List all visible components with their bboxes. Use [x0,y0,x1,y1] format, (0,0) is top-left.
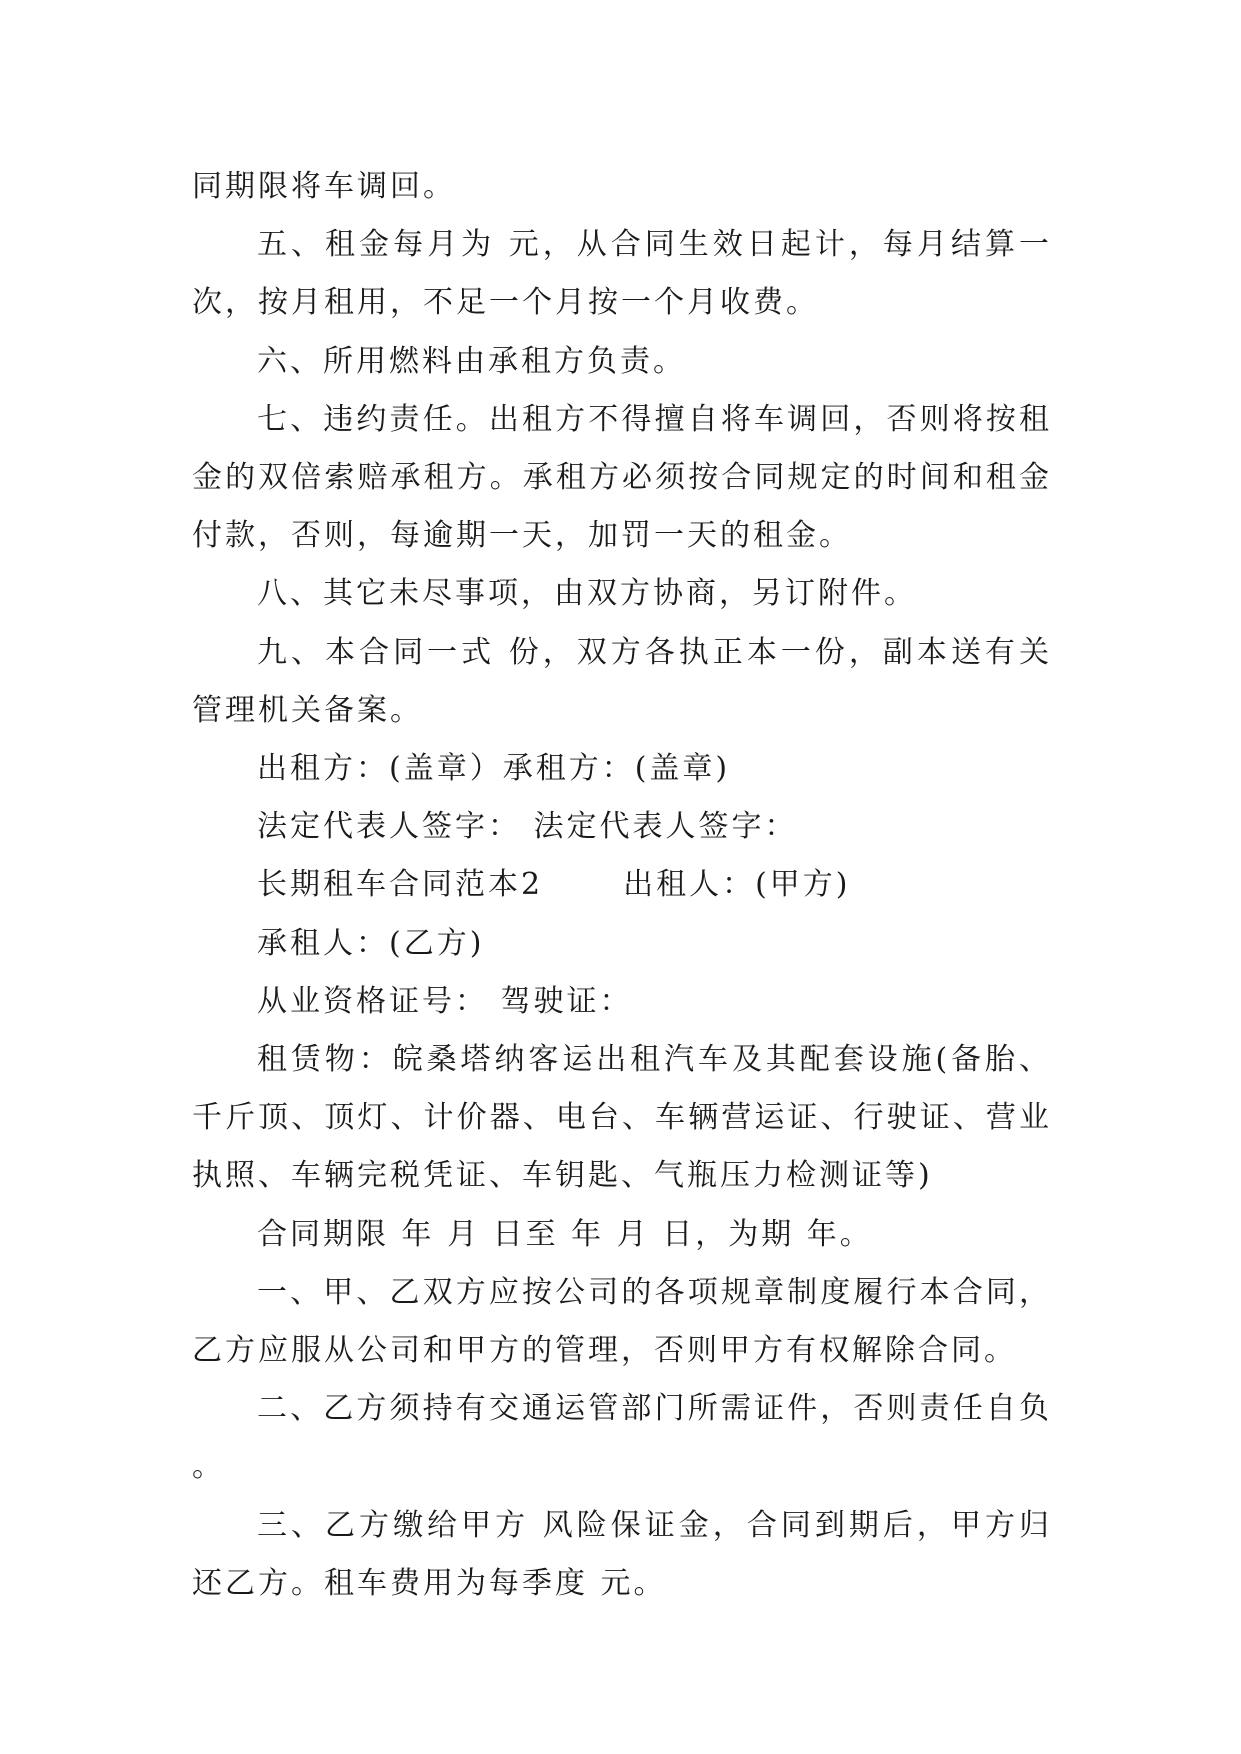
signature-representative-line: 法定代表人签字： 法定代表人签字： [257,809,798,845]
contract-term-line: 合同期限 年 月 日至 年 月 日，为期 年。 [257,1216,873,1252]
paragraph-copies-clause: 九、本合同一式 份，双方各执正本一份，副本送有关管理机关备案。 [192,634,1052,728]
leased-item-paragraph: 租赁物：皖桑塔纳客运出租汽车及其配套设施(备胎、千斤顶、顶灯、计价器、电台、车辆营运证、行驶证、营业执照、车辆完税凭证、车钥匙、气瓶压力检测证等) [192,1042,1052,1194]
signature-seal-line: 出租方：(盖章）承租方：(盖章) [257,751,731,787]
clause-two: 二、乙方须持有交通运管部门所需证件，否则责任自负。 [192,1391,1052,1485]
paragraph-rent-clause: 五、租金每月为 元，从合同生效日起计，每月结算一次，按月租用，不足一个月按一个月收费。 [192,227,1052,321]
paragraph: 同期限将车调回。 [192,169,456,204]
lessor-label: 出租人：(甲方) [623,867,851,903]
paragraph-fuel-clause: 六、所用燃料由承租方负责。 [257,343,686,379]
paragraph-breach-clause: 七、违约责任。出租方不得擅自将车调回，否则将按租金的双倍索赔承租方。承租方必须按合同规定的时间和租金付款，否则，每逾期一天，加罚一天的租金。 [192,401,1052,554]
document-page [192,158,1052,1613]
lessee-label: 承租人：(乙方) [257,925,485,961]
license-line: 从业资格证号： 驾驶证： [257,983,633,1019]
clause-one: 一、甲、乙双方应按公司的各项规章制度履行本合同，乙方应服从公司和甲方的管理，否则甲方有权解除合同。 [192,1274,1052,1369]
contract-title: 长期租车合同范本2 [257,867,544,903]
contract-title-line [192,856,1052,914]
paragraph-other-matters: 八、其它未尽事项，由双方协商，另订附件。 [257,576,917,612]
clause-three: 三、乙方缴给甲方 风险保证金，合同到期后，甲方归还乙方。租车费用为每季度 元。 [192,1507,1052,1601]
